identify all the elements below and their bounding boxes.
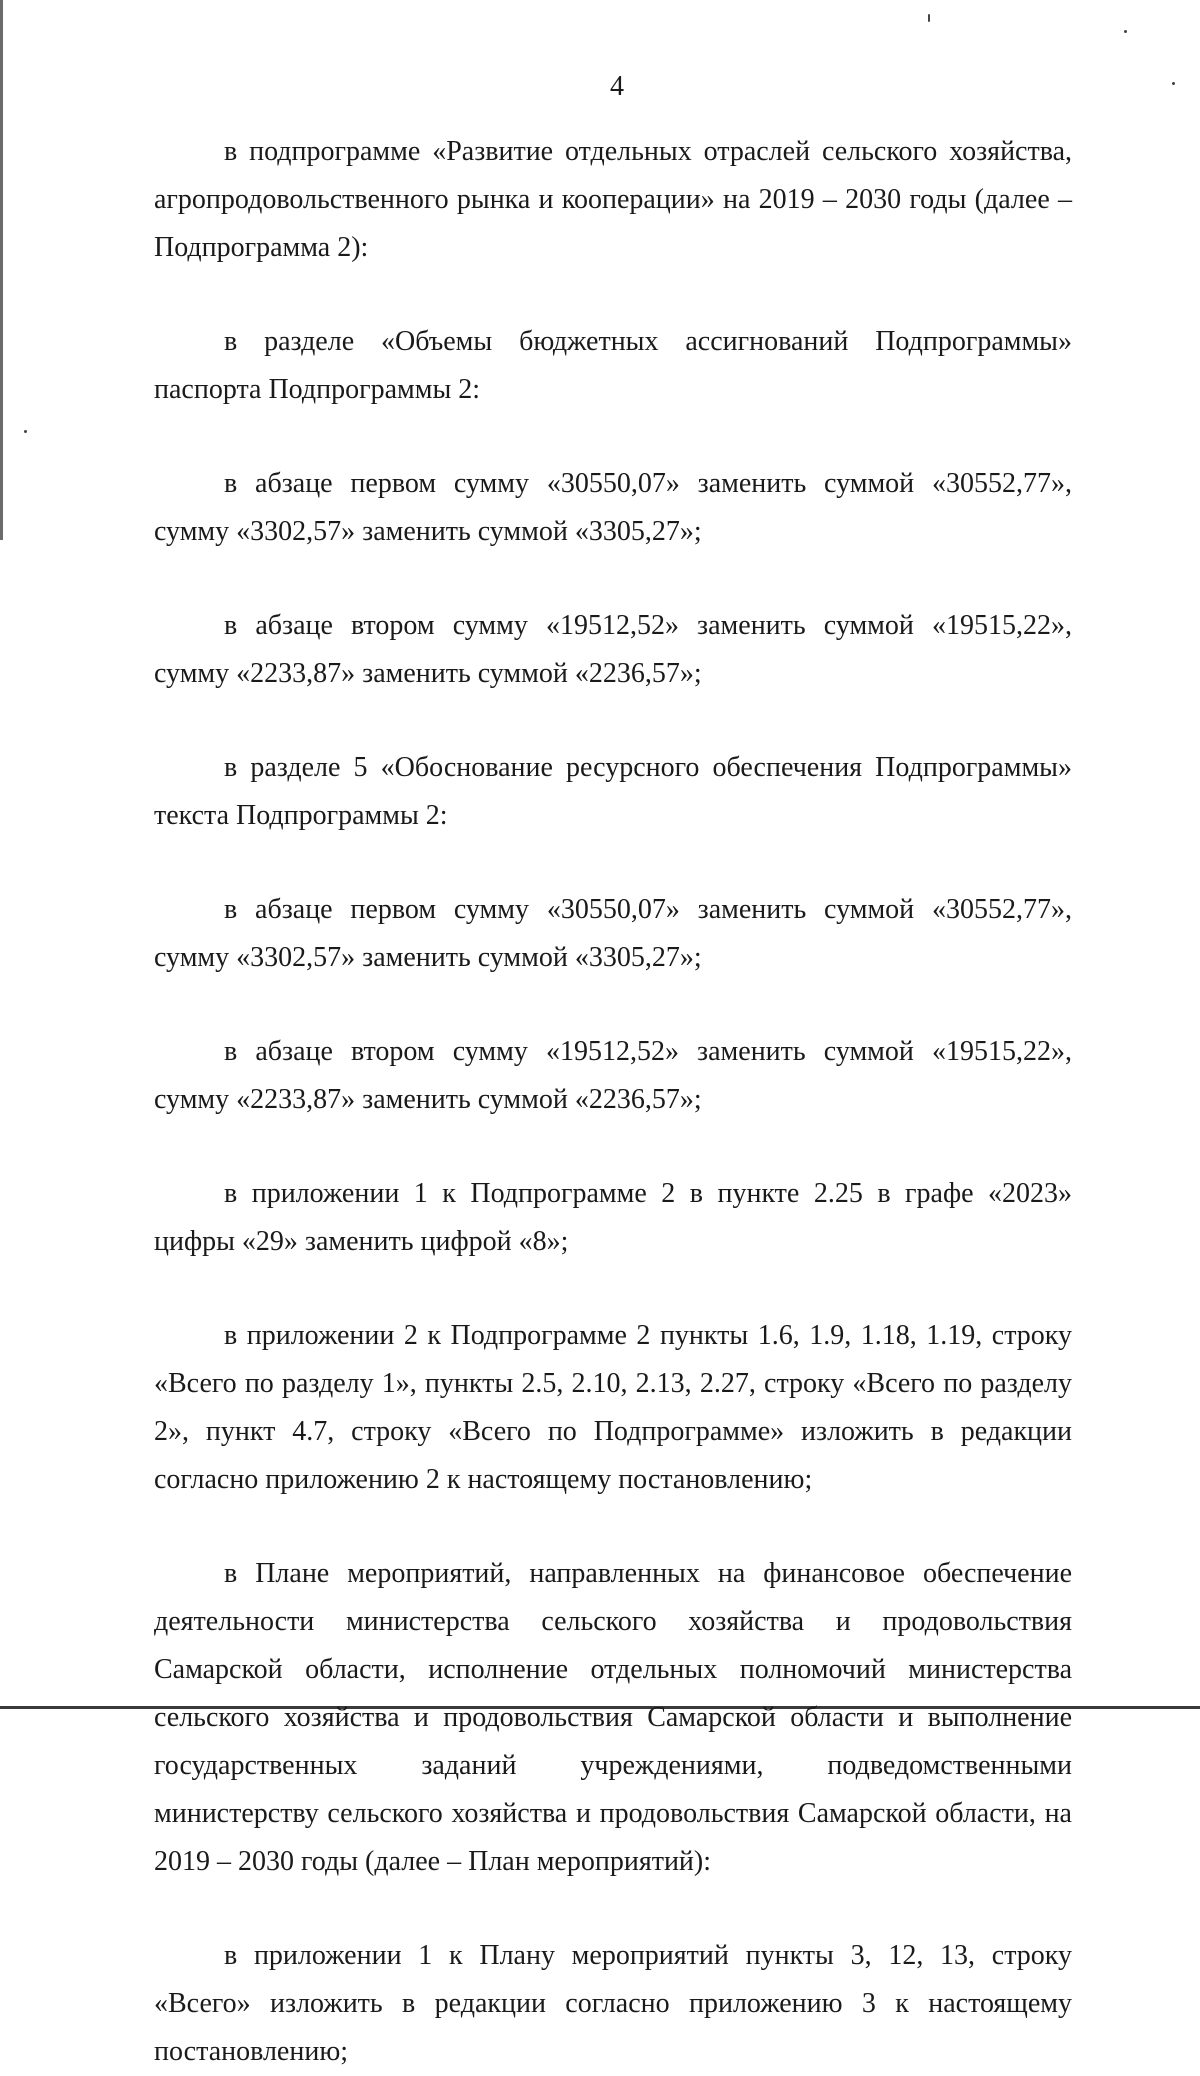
scan-speck	[24, 430, 27, 433]
page-number: 4	[610, 71, 624, 102]
paragraph: в разделе 5 «Обоснование ресурсного обеспечения Подпрограммы» текста Подпрограммы 2:	[154, 752, 1072, 831]
paragraph: в подпрограмме «Развитие отдельных отраслей сельского хозяйства, агропродовольственного рынка и кооперации» на 2019 – 2030 годы (далее – Подпрограмма 2):	[154, 136, 1072, 263]
paragraph: в абзаце втором сумму «19512,52» заменить суммой «19515,22», сумму «2233,87» заменить суммой «2236,57»;	[154, 1036, 1072, 1115]
scan-speck	[1124, 30, 1127, 33]
paragraph: в приложении 2 к Подпрограмме 2 пункты 1.6, 1.9, 1.18, 1.19, строку «Всего по разделу 1», пункты 2.5, 2.10, 2.13, 2.27, строку «Всего по разделу 2», пункт 4.7, строку «Всего по Подпрограмме» изложить в редакции согласно приложению 2 к настоящему постановлению;	[154, 1320, 1072, 1495]
paragraph: в Плане мероприятий, направленных на финансовое обеспечение деятельности министерства сельского хозяйства и продовольствия Самарской области, исполнение отдельных полномочий министерства сельского хозяйства и продовольствия Самарской области и выполнение государственных заданий учреждениями, подведомственными министерству сельского хозяйства и продовольствия Самарской области, на 2019 – 2030 годы (далее – План мероприятий):	[154, 1558, 1072, 1877]
paragraph: в абзаце первом сумму «30550,07» заменить суммой «30552,77», сумму «3302,57» заменить суммой «3305,27»;	[154, 468, 1072, 547]
scan-speck	[928, 14, 930, 22]
paragraph: в абзаце втором сумму «19512,52» заменить суммой «19515,22», сумму «2233,87» заменить суммой «2236,57»;	[154, 610, 1072, 689]
paragraph: в абзаце первом сумму «30550,07» заменить суммой «30552,77», сумму «3302,57» заменить суммой «3305,27»;	[154, 894, 1072, 973]
paragraph: в приложении 1 к Плану мероприятий пункты 3, 12, 13, строку «Всего» изложить в редакции согласно приложению 3 к настоящему постановлению;	[154, 1940, 1072, 2067]
paragraph: в приложении 1 к Подпрограмме 2 в пункте 2.25 в графе «2023» цифры «29» заменить цифрой «8»;	[154, 1178, 1072, 1257]
document-body	[154, 128, 1072, 2076]
paragraph: в разделе «Объемы бюджетных ассигнований Подпрограммы» паспорта Подпрограммы 2:	[154, 326, 1072, 405]
